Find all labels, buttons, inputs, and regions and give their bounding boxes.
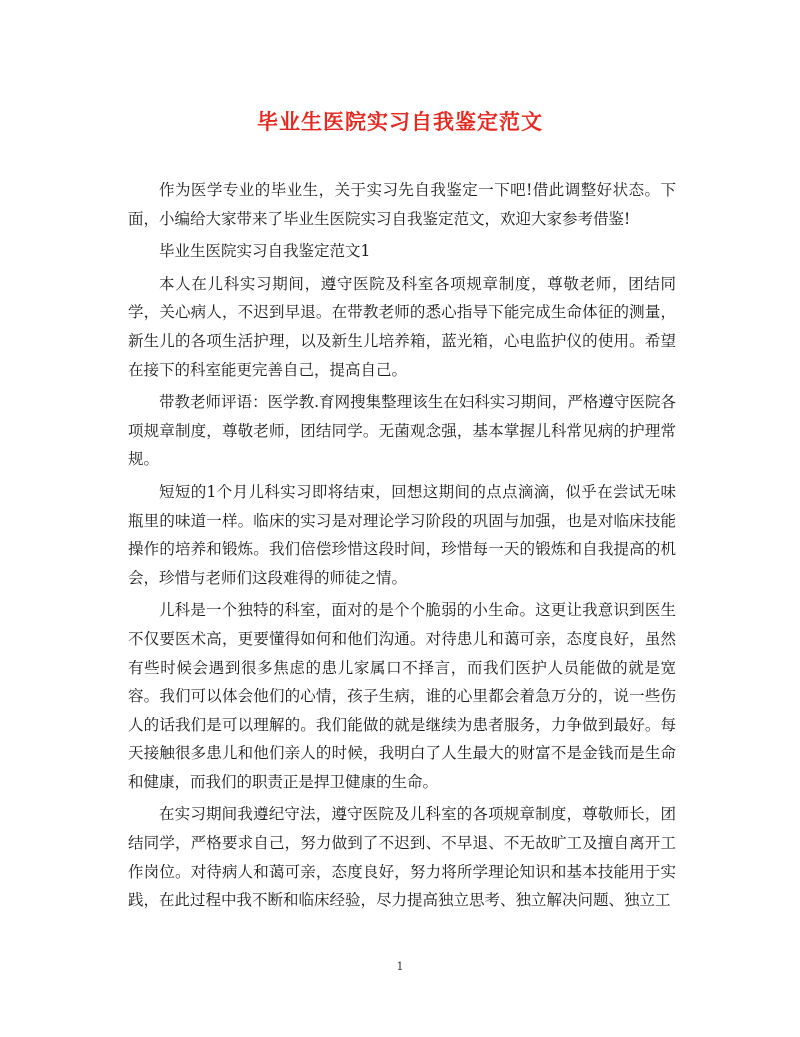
paragraph-3: 短短的1个月儿科实习即将结束，回想这期间的点点滴滴，似乎在尝试无味瓶里的味道一样。临床的实习是对理论学习阶段的巩固与加强，也是对临床技能操作的培养和锻炼。我们倍偿珍惜这段时间，珍惜每一天的锻炼和自我提高的机会，珍惜与老师们这段难得的师徒之情。 (128, 482, 676, 587)
page-number: 1 (396, 960, 404, 973)
document-body (128, 176, 676, 919)
paragraph-intro: 作为医学专业的毕业生，关于实习先自我鉴定一下吧!借此调整好状态。下面，小编给大家带来了毕业生医院实习自我鉴定范文，欢迎大家参考借鉴! (128, 181, 676, 228)
document-title: 毕业生医院实习自我鉴定范文 (257, 109, 543, 134)
paragraph-5: 在实习期间我遵纪守法，遵守医院及儿科室的各项规章制度，尊敬师长，团结同学，严格要求自己，努力做到了不迟到、不早退、不无故旷工及擅自离开工作岗位。对待病人和蔼可亲，态度良好，努力将所学理论知识和基本技能用于实践，在此过程中我不断和临床经验，尽力提高独立思考、独立解决问题、独立工 (128, 805, 676, 910)
paragraph-2: 带教老师评语：医学教.育网搜集整理该生在妇科实习期间，严格遵守医院各项规章制度，尊敬老师，团结同学。无菌观念强，基本掌握儿科常见病的护理常规。 (128, 393, 676, 469)
paragraph-1: 本人在儿科实习期间，遵守医院及科室各项规章制度，尊敬老师，团结同学，关心病人，不迟到早退。在带教老师的悉心指导下能完成生命体征的测量，新生儿的各项生活护理，以及新生儿培养箱，蓝光箱，心电监护仪的使用。希望在接下的科室能更完善自己，提高自己。 (128, 274, 676, 379)
section-heading: 毕业生医院实习自我鉴定范文1 (159, 242, 371, 261)
paragraph-4: 儿科是一个独特的科室，面对的是个个脆弱的小生命。这更让我意识到医生不仅要医术高，更要懂得如何和他们沟通。对待患儿和蔼可亲，态度良好，虽然有些时候会遇到很多焦虑的患儿家属口不择言，而我们医护人员能做的就是宽容。我们可以体会他们的心情，孩子生病，谁的心里都会着急万分的，说一些伤人的话我们是可以理解的。我们能做的就是继续为患者服务，力争做到最好。每天接触很多患儿和他们亲人的时候，我明白了人生最大的财富不是金钱而是生命和健康，而我们的职责正是捍卫健康的生命。 (128, 601, 676, 791)
